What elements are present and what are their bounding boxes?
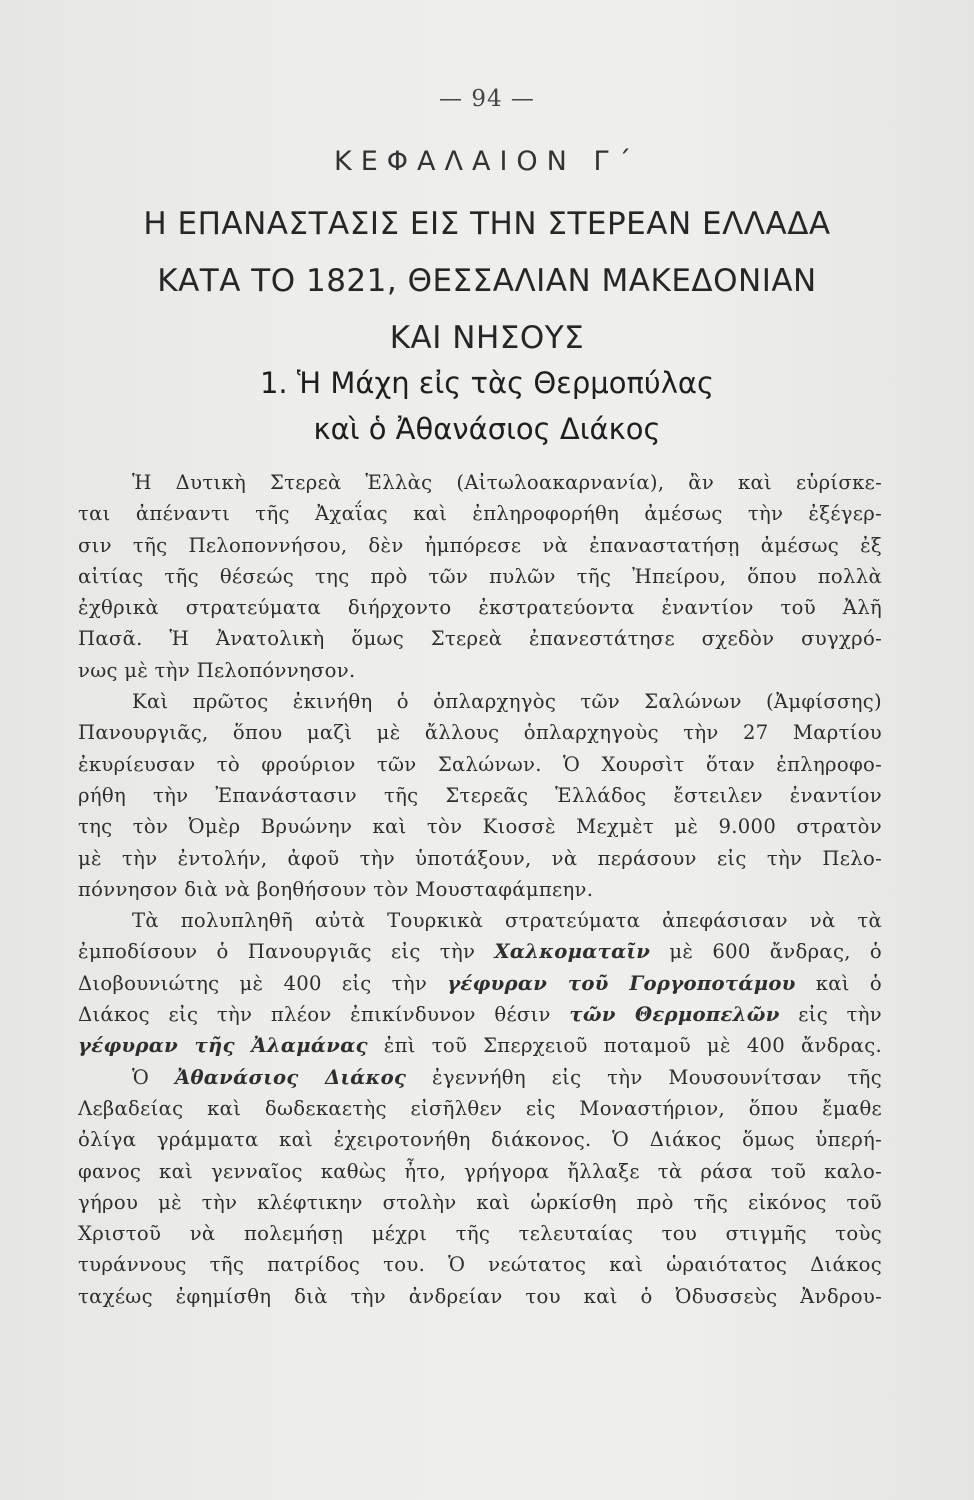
chapter-title	[40, 196, 934, 367]
section-title-line-2: καὶ ὁ Ἀθανάσιος Διάκος	[313, 412, 661, 446]
text-run: εἰς τὴν	[779, 1003, 883, 1027]
text-line	[78, 999, 882, 1030]
text-run: ἐμποδίσουν ὁ Πανουργιᾶς εἰς τὴν	[78, 940, 495, 964]
emphasized-place-name: γέφυραν τῆς Ἀλαμάνας	[78, 1034, 368, 1058]
text-line: φανος καὶ γενναῖος καθὼς ἦτο, γρήγορα ἤλλαξε τὰ ράσα τοῦ καλο-	[78, 1159, 882, 1183]
text-line: ρήθη τὴν Ἐπανάστασιν τῆς Στερεᾶς Ἑλλάδος ἔστειλεν ἐναντίον	[78, 783, 882, 807]
body-text	[78, 467, 882, 1312]
text-line: τυράννους τῆς πατρίδος του. Ὁ νεώτατος καὶ ὡραιότατος Διάκος	[78, 1253, 882, 1277]
text-run: μὲ 600 ἄνδρας, ὁ	[650, 940, 882, 964]
text-line: σιν τῆς Πελοποννήσου, δὲν ἠμπόρεσε νὰ ἐπαναστατήσῃ ἀμέσως ἐξ	[78, 533, 882, 557]
text-line: μὲ τὴν ἐντολήν, ἀφοῦ τὴν ὑποτάξουν, νὰ περάσουν εἰς τὴν Πελο-	[78, 846, 882, 870]
emphasized-person-name: Ἀθανάσιος Διάκος	[174, 1065, 407, 1089]
section-title	[0, 360, 974, 452]
text-line: αἰτίας τῆς θέσεώς της πρὸ τῶν πυλῶν τῆς Ἠπείρου, ὅπου πολλὰ	[78, 564, 882, 588]
text-line	[78, 1062, 882, 1093]
text-line: γήρου μὲ τὴν κλέφτικην στολὴν καὶ ὡρκίσθη πρὸ τῆς εἰκόνος τοῦ	[78, 1190, 882, 1214]
emphasized-place-name: Χαλκοματαῖν	[494, 940, 651, 964]
text-line: Λεβαδείας καὶ δωδεκαετὴς εἰσῆλθεν εἰς Μοναστήριον, ὅπου ἔμαθε	[78, 1096, 882, 1120]
text-run: Ὁ	[132, 1065, 175, 1089]
emphasized-place-name: τῶν Θερμοπελῶν	[569, 1003, 780, 1027]
text-run: ἐπὶ τοῦ Σπερχειοῦ ποταμοῦ μὲ 400 ἄνδρας.	[367, 1034, 882, 1058]
text-line	[78, 968, 882, 999]
text-line: ται ἀπέναντι τῆς Ἀχαΐας καὶ ἐπληροφορήθη ἀμέσως τὴν ἐξέγερ-	[78, 502, 882, 526]
emphasized-place-name: γέφυραν τοῦ Γοργοποτάμου	[447, 971, 796, 995]
text-run: Διοβουνιώτης μὲ 400 εἰς τὴν	[78, 971, 448, 995]
text-line: πόννησον διὰ νὰ βοηθήσουν τὸν Μουσταφάμπεην.	[78, 877, 594, 901]
text-line	[78, 936, 882, 967]
text-line: Πανουργιᾶς, ὅπου μαζὶ μὲ ἄλλους ὁπλαρχηγοὺς τὴν 27 Μαρτίου	[78, 721, 882, 745]
text-line: νως μὲ τὴν Πελοπόννησον.	[78, 658, 356, 682]
text-line: Πασᾶ. Ἡ Ἀνατολικὴ ὅμως Στερεὰ ἐπανεστάτησε σχεδὸν συγχρό-	[78, 627, 882, 651]
text-line	[78, 1030, 882, 1061]
text-run: Διάκος εἰς τὴν πλέον ἐπικίνδυνον θέσιν	[78, 1003, 570, 1027]
text-line: Τὰ πολυπληθῆ αὐτὰ Τουρκικὰ στρατεύματα ἀπεφάσισαν νὰ τὰ	[132, 909, 882, 933]
chapter-title-line-2: ΚΑΤΑ ΤΟ 1821, ΘΕΣΣΑΛΙΑΝ ΜΑΚΕΔΟΝΙΑΝ	[157, 263, 817, 299]
text-line: ἐκυρίευσαν τὸ φρούριον τῶν Σαλώνων. Ὁ Χουρσὶτ ὅταν ἐπληροφο-	[78, 752, 882, 776]
text-run: καὶ ὁ	[795, 971, 882, 995]
chapter-title-line-1: Η ΕΠΑΝΑΣΤΑΣΙΣ ΕΙΣ ΤΗΝ ΣΤΕΡΕΑΝ ΕΛΛΑΔΑ	[143, 206, 831, 242]
text-line: ταχέως ἐφημίσθη διὰ τὴν ἀνδρείαν του καὶ ὁ Ὀδυσσεὺς Ἀνδρου-	[78, 1284, 882, 1308]
text-line: Χριστοῦ νὰ πολεμήσῃ μέχρι τῆς τελευταίας του στιγμῆς τοὺς	[78, 1222, 882, 1246]
text-line: της τὸν Ὀμὲρ Βρυώνην καὶ τὸν Κιοσσὲ Μεχμὲτ μὲ 9.000 στρατὸν	[78, 815, 882, 839]
text-line: Καὶ πρῶτος ἐκινήθη ὁ ὁπλαρχηγὸς τῶν Σαλώνων (Ἀμφίσσης)	[132, 690, 882, 714]
text-run: ἐγεννήθη εἰς τὴν Μουσουνίτσαν τῆς	[406, 1065, 882, 1089]
text-line: ἐχθρικὰ στρατεύματα διήρχοντο ἐκστρατεύοντα ἐναντίον τοῦ Ἀλῆ	[78, 596, 882, 620]
chapter-title-line-3: ΚΑΙ ΝΗΣΟΥΣ	[389, 320, 585, 356]
text-line: Ἡ Δυτικὴ Στερεὰ Ἑλλὰς (Αἰτωλοακαρνανία), ἂν καὶ εὑρίσκε-	[132, 471, 882, 494]
text-line: ὀλίγα γράμματα καὶ ἐχειροτονήθη διάκονος. Ὁ Διάκος ὅμως ὑπερή-	[78, 1128, 882, 1152]
section-title-line-1: 1. Ἡ Μάχη εἰς τὰς Θερμοπύλας	[259, 366, 714, 400]
page-number: — 94 —	[439, 86, 535, 112]
chapter-label: ΚΕΦΑΛΑΙΟΝ Γ΄	[334, 146, 640, 177]
